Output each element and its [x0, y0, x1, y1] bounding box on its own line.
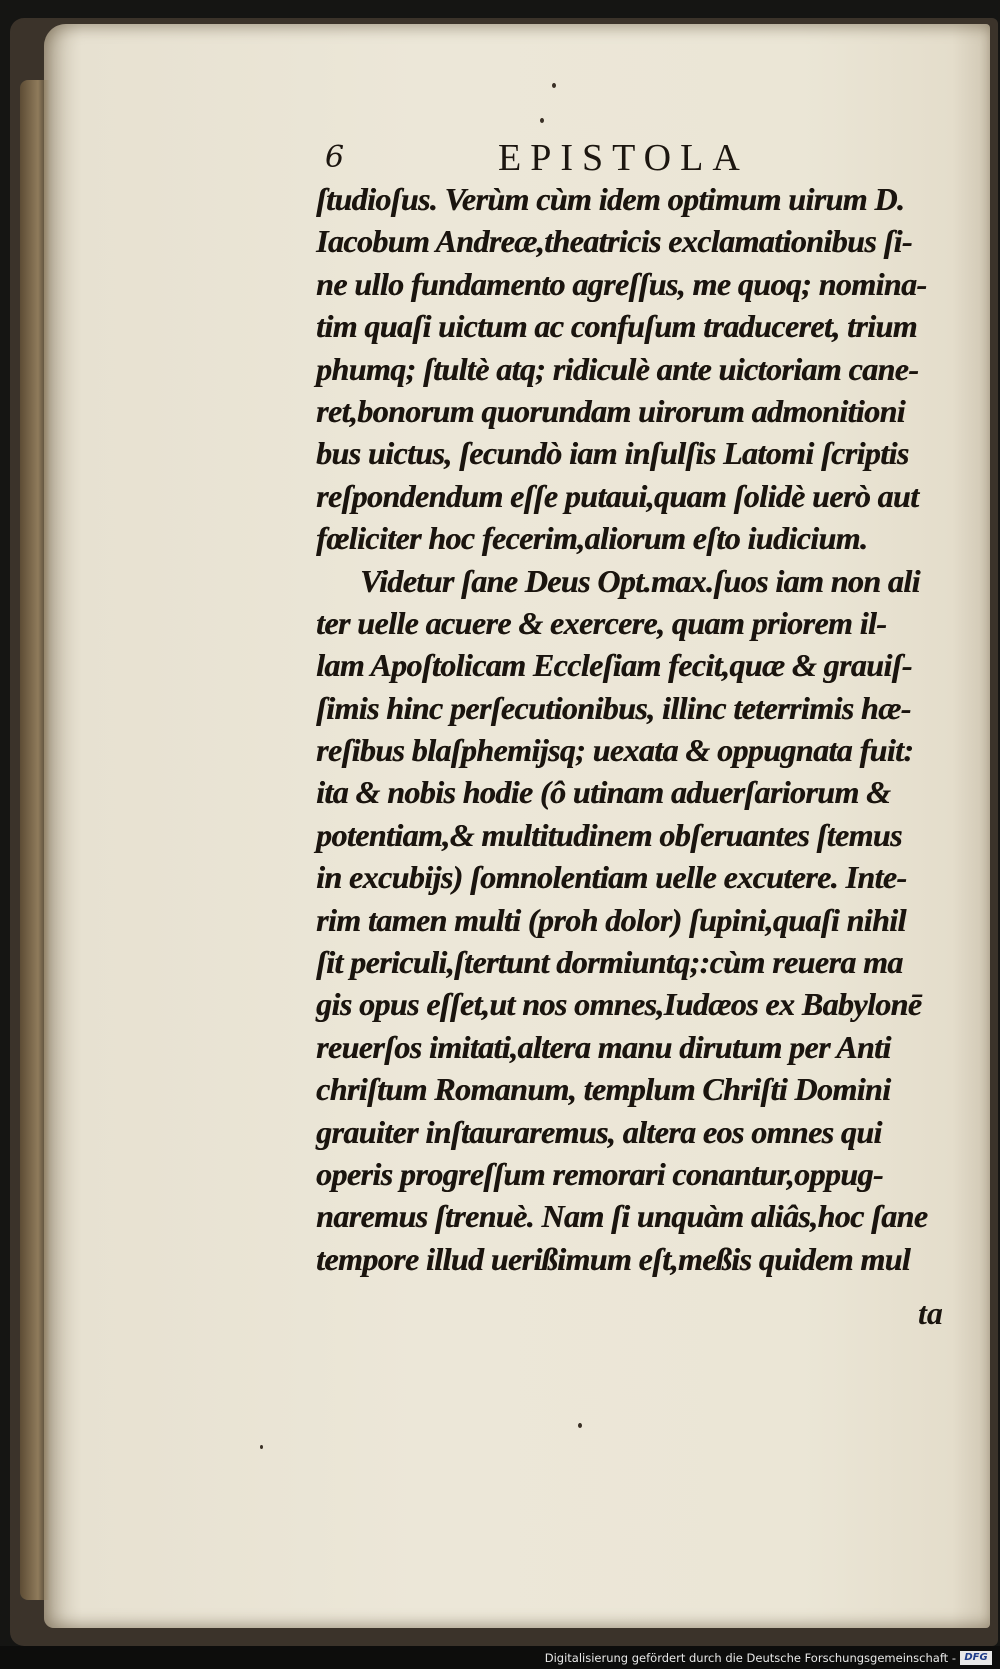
- text-line: ter uelle acuere & exercere, quam priorem il-: [316, 604, 887, 641]
- text-line: rim tamen multi (proh dolor) ſupini,quaſi nihil: [316, 901, 906, 938]
- text-line: ſtudioſus. Verùm cùm idem optimum uirum D.: [316, 181, 905, 217]
- text-line: naremus ſtrenuè. Nam ſi unquàm aliâs,hoc ſane: [316, 1198, 928, 1235]
- text-line: grauiter inſtauraremus, altera eos omnes qui: [316, 1113, 882, 1150]
- text-line: bus uictus, ſecundò iam inſulſis Latomi ſcriptis: [316, 435, 909, 472]
- text-line: reuerſos imitati,altera manu dirutum per Anti: [316, 1028, 891, 1065]
- paper-speck: [552, 83, 556, 88]
- paper-speck: [260, 1445, 263, 1449]
- body-text: [316, 178, 946, 1280]
- page-number: 6: [325, 140, 345, 175]
- running-head: EPISTOLA: [498, 137, 749, 179]
- text-line: ret,bonorum quorundam uirorum admonitioni: [316, 392, 905, 429]
- paper-speck: [540, 118, 544, 123]
- text-line: potentiam,& multitudinem obſeruantes ſtemus: [316, 816, 902, 853]
- text-line: in excubijs) ſomnolentiam uelle excutere. Inte-: [316, 859, 907, 896]
- book-spine: [20, 80, 50, 1600]
- text-line: tempore illud uerißimum eſt,meßis quidem mul: [316, 1240, 911, 1277]
- text-line: ita & nobis hodie (ô utinam aduerſariorum &: [316, 774, 891, 811]
- dfg-logo: DFG: [960, 1651, 992, 1665]
- text-line: reſibus blaſphemijsq; uexata & oppugnata fuit:: [316, 732, 914, 769]
- funding-credit: Digitalisierung gefördert durch die Deutsche Forschungsgemeinschaft -: [544, 1651, 956, 1665]
- text-line: chriſtum Romanum, templum Chriſti Domini: [316, 1071, 891, 1108]
- text-line: ſimis hinc perſecutionibus, illinc teterrimis hæ-: [316, 689, 911, 726]
- text-line: operis progreſſum remorari conantur,oppug-: [316, 1155, 883, 1192]
- text-line: reſpondendum eſſe putaui,quam ſolidè uerò aut: [316, 477, 919, 514]
- catchword: ta: [918, 1295, 943, 1331]
- text-line: lam Apoſtolicam Eccleſiam fecit,quæ & grauiſ-: [316, 647, 912, 684]
- paper-speck: [578, 1423, 582, 1428]
- text-line: Iacobum Andreæ,theatricis exclamationibus ſi-: [316, 223, 912, 260]
- text-line: gis opus eſſet,ut nos omnes,Iudæos ex Babylonē: [316, 986, 922, 1023]
- text-line: ne ullo fundamento agreſſus, me quoq; nomina-: [316, 265, 927, 302]
- text-line: ſit periculi,ſtertunt dormiuntq;:cùm reuera ma: [316, 944, 903, 981]
- text-line: tim quaſi uictum ac confuſum traduceret, trium: [316, 308, 917, 345]
- text-line: phumq; ſtultè atq; ridiculè ante uictoriam cane-: [316, 350, 919, 387]
- text-line: fœliciter hoc fecerim,aliorum eſto iudicium.: [316, 520, 868, 557]
- paragraph-start-line: Videtur ſane Deus Opt.max.ſuos iam non ali: [360, 562, 920, 599]
